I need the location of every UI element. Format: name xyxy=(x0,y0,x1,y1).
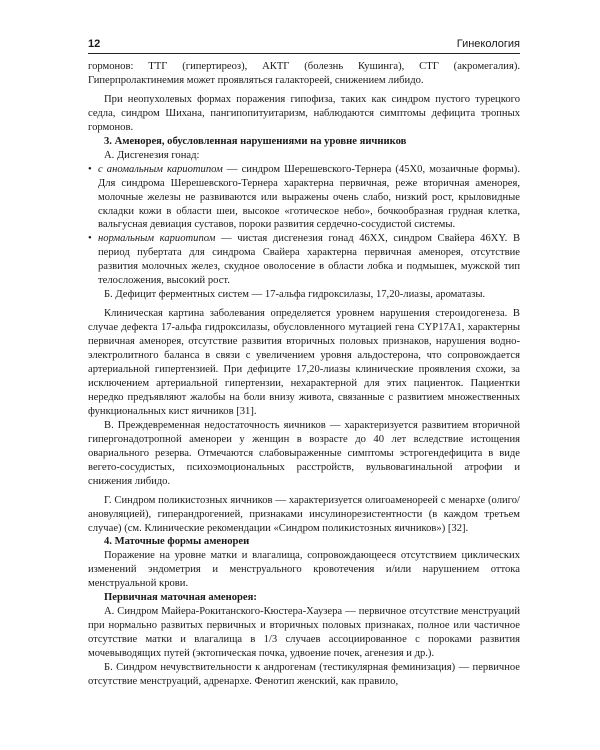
paragraph: А. Синдром Майера-Рокитанского-Кюстера-Хаузера — первичное отсутствие менструаций при нормально развитых первичных и вторичных половых признаках, полное или частичное отсутствие матки и влагалища в 1/3 случаев ассоциированное с пороками развития мочевыводящих путей (эктопическая почка, удвоение почек, агенезия и др.). xyxy=(88,606,520,660)
bullet-icon: • xyxy=(88,233,92,245)
page-header xyxy=(88,38,520,54)
emphasis-term: нормальным кариотипом xyxy=(98,233,216,245)
list-item-text: — чистая дисгенезия гонад 46ХХ, синдром Свайера 46ХY. В период пубертата для синдрома Свайера характерна первичная аменорея, отсутствие развития молочных желез, скудное оволосение в области лобка и подмышек, мужской тип телосложения, высокий рост. xyxy=(98,233,521,287)
bullet-icon: • xyxy=(88,163,92,175)
list-item xyxy=(88,232,520,288)
page-body xyxy=(88,60,520,689)
paragraph: Б. Синдром нечувствительности к андрогенам (тестикулярная феминизация) — первичное отсутствие менструаций, адренархе. Фенотип женский, как правило, xyxy=(88,662,520,687)
paragraph: Поражение на уровне матки и влагалища, сопровождающееся отсутствием циклических изменений эндометрия и менструального кровотечения и/или нарушением оттока менструальной крови. xyxy=(88,550,520,590)
subsection-heading: Первичная маточная аменорея: xyxy=(104,592,257,604)
section-heading: 4. Маточные формы аменореи xyxy=(104,536,250,548)
paragraph: гормонов: ТТГ (гипертиреоз), АКТГ (болезнь Кушинга), СТГ (акромегалия). Гиперпролактинемия может проявляться галактореей, снижением либидо. xyxy=(88,61,520,86)
paragraph: Клиническая картина заболевания определяется уровнем нарушения стероидогенеза. В случае дефекта 17-альфа гидроксилазы, обусловленного мутацией гена CYP17A1, характерны первичная аменорея, отсутствие развития вторичных половых признаков, нарушения водно-электролитного баланса в связи с увеличением уровня альдостерона, что сопровождается артериальной гипертензией. При дефиците 17,20-лиазы клинические проявления схожи, за исключением артериальной гипертензии, нехарактерной для этих пациенток. Пациентки нередко предъявляют жалобы на боли внизу живота, связанные с развитием множественных функциональных кист яичников [31]. xyxy=(88,308,520,417)
list-item xyxy=(88,163,520,233)
section-title: Гинекология xyxy=(456,38,520,50)
section-heading: 3. Аменорея, обусловленная нарушениями на уровне яичников xyxy=(104,135,407,147)
list-item-text: — синдром Шерешевского-Тернера (45Х0, мозаичные формы). Для синдрома Шерешевского-Тернера характерна первичная, реже вторичная аменорея, молочные железы не развиваются или выражены очень слабо, низкий рост, крыловидные складки кожи в области шеи, высокое «готическое небо», бочкообразная грудная клетка, вальгусная девиация суставов, пороки развития сердечно-сосудистой системы. xyxy=(98,163,520,231)
paragraph: В. Преждевременная недостаточность яичников — характеризуется развитием вторичной гипергонадотропной аменореи у женщин в возрасте до 40 лет вследствие истощения овариального резерва. Отмечаются слабовыраженные симптомы эстрогендефицита в виде вегето-сосудистых, психоэмоциональных расстройств, вульвовагинальной атрофии и снижения либидо. xyxy=(88,419,520,487)
subsection-label: А. Дисгенезия гонад: xyxy=(104,149,200,161)
page-number: 12 xyxy=(88,38,101,50)
paragraph: При неопухолевых формах поражения гипофиза, таких как синдром пустого турецкого седла, синдром Шихана, пангипопитуитаризм, наблюдаются симптомы дефицита тропных гормонов. xyxy=(88,93,520,133)
paragraph: Б. Дефицит ферментных систем — 17-альфа гидроксилазы, 17,20-лиазы, ароматазы. xyxy=(104,289,486,301)
emphasis-term: с аномальным кариотипом xyxy=(98,163,223,175)
paragraph: Г. Синдром поликистозных яичников — характеризуется олигоаменореей с менархе (олиго/ановуляцией), гиперандрогенией, признаками инсулинорезистентности (в каждом третьем случае) (см. Клинические рекомендации «Синдром поликистозных яичников») [32]. xyxy=(88,494,520,534)
